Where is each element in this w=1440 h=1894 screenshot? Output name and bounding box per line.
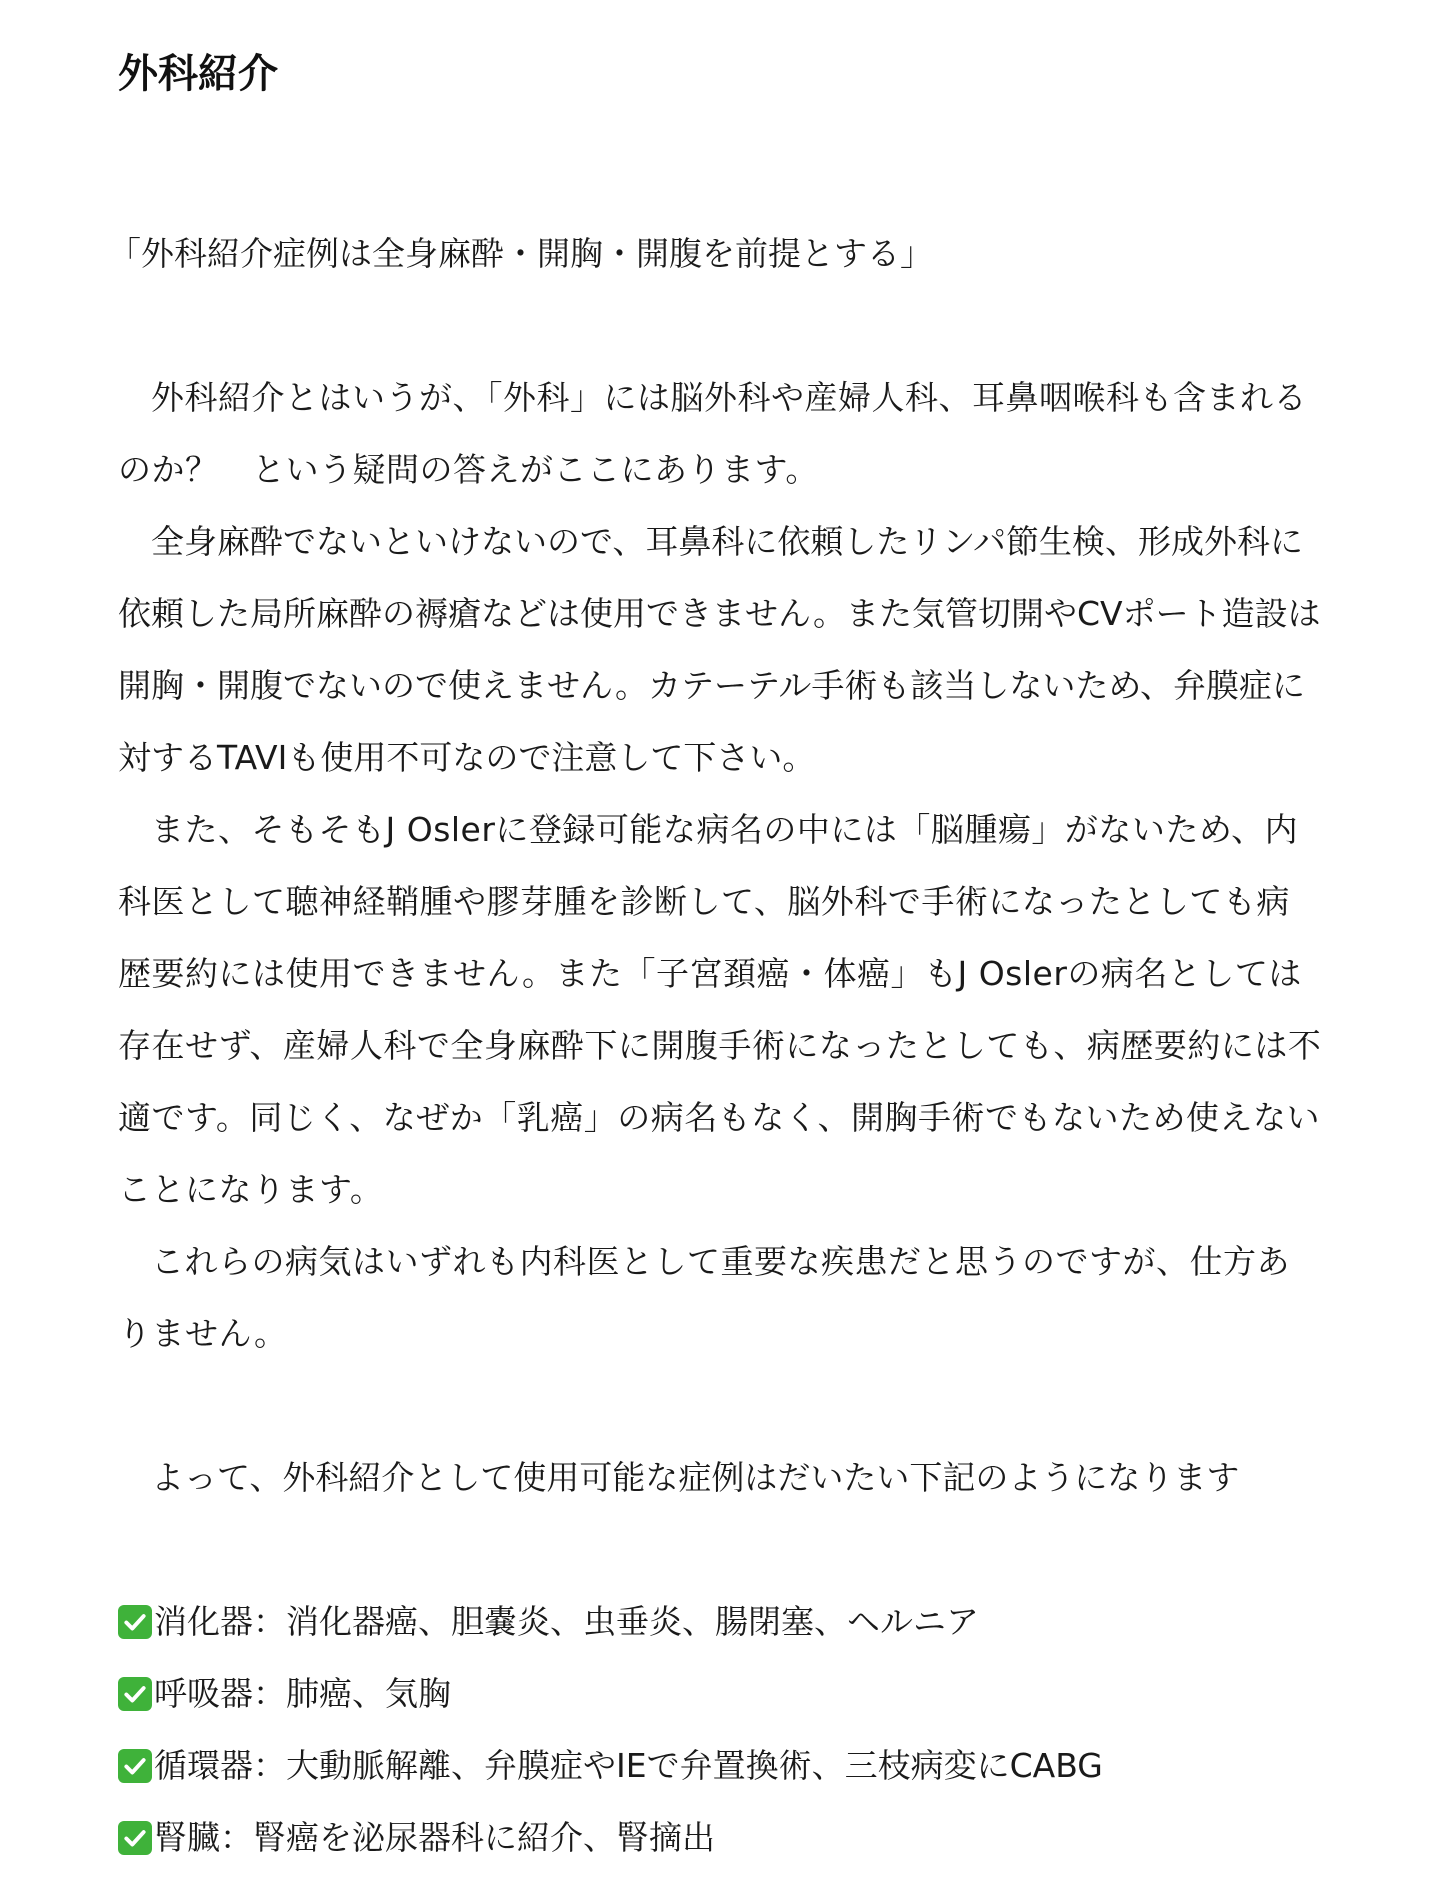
page-title: 外科紹介 bbox=[118, 51, 278, 97]
eligible-case-list bbox=[118, 1586, 1322, 1874]
conclusion-text: よって、外科紹介として使用可能な症例はだいたい下記のようになります bbox=[151, 1458, 1240, 1497]
list-item bbox=[118, 1658, 1322, 1730]
paragraph-disease-names: また、そもそもJ Oslerに登録可能な病名の中には「脳腫瘍」がないため、内科医として聴神経鞘腫や膠芽腫を診断して、脳外科で手術になったとしても病歴要約には使用できません。また「子宮頚癌・体癌」もJ Oslerの病名としては存在せず、産婦人科で全身麻酔下に開腹手術になったとしても、病歴要約には不適です。同じく、なぜか「乳癌」の病名もなく、開胸手術でもないため使えないことになります。 bbox=[118, 810, 1322, 1209]
list-item bbox=[118, 1586, 1322, 1658]
list-item-text: 循環器：大動脈解離、弁膜症やIEで弁置換術、三枝病変にCABG bbox=[154, 1746, 1103, 1785]
check-mark-button-icon bbox=[118, 1821, 152, 1855]
check-mark-button-icon bbox=[118, 1749, 152, 1783]
check-mark-button-icon bbox=[118, 1677, 152, 1711]
article-body bbox=[118, 362, 1322, 1370]
list-item bbox=[118, 1802, 1322, 1874]
list-item bbox=[118, 1730, 1322, 1802]
paragraph-general-anesthesia: 全身麻酔でないといけないので、耳鼻科に依頼したリンパ節生検、形成外科に依頼した局所麻酔の褥瘡などは使用できません。また気管切開やCVポート造設は開胸・開腹でないので使えません。カテーテル手術も該当しないため、弁膜症に対するTAVIも使用不可なので注意して下さい。 bbox=[118, 522, 1321, 777]
check-mark-button-icon bbox=[118, 1605, 152, 1639]
paragraph-note: これらの病気はいずれも内科医として重要な疾患だと思うのですが、仕方ありません。 bbox=[118, 1242, 1290, 1353]
list-item-text: 呼吸器：肺癌、気胸 bbox=[154, 1674, 451, 1713]
list-item-text: 腎臓：腎癌を泌尿器科に紹介、腎摘出 bbox=[154, 1818, 715, 1857]
lead-quote: 「外科紹介症例は全身麻酔・開胸・開腹を前提とする」 bbox=[108, 234, 933, 273]
list-item-text: 消化器：消化器癌、胆嚢炎、虫垂炎、腸閉塞、ヘルニア bbox=[154, 1602, 979, 1641]
paragraph-surgery-scope: 外科紹介とはいうが、「外科」には脳外科や産婦人科、耳鼻咽喉科も含まれるのか？ という疑問の答えがここにあります。 bbox=[118, 378, 1307, 489]
